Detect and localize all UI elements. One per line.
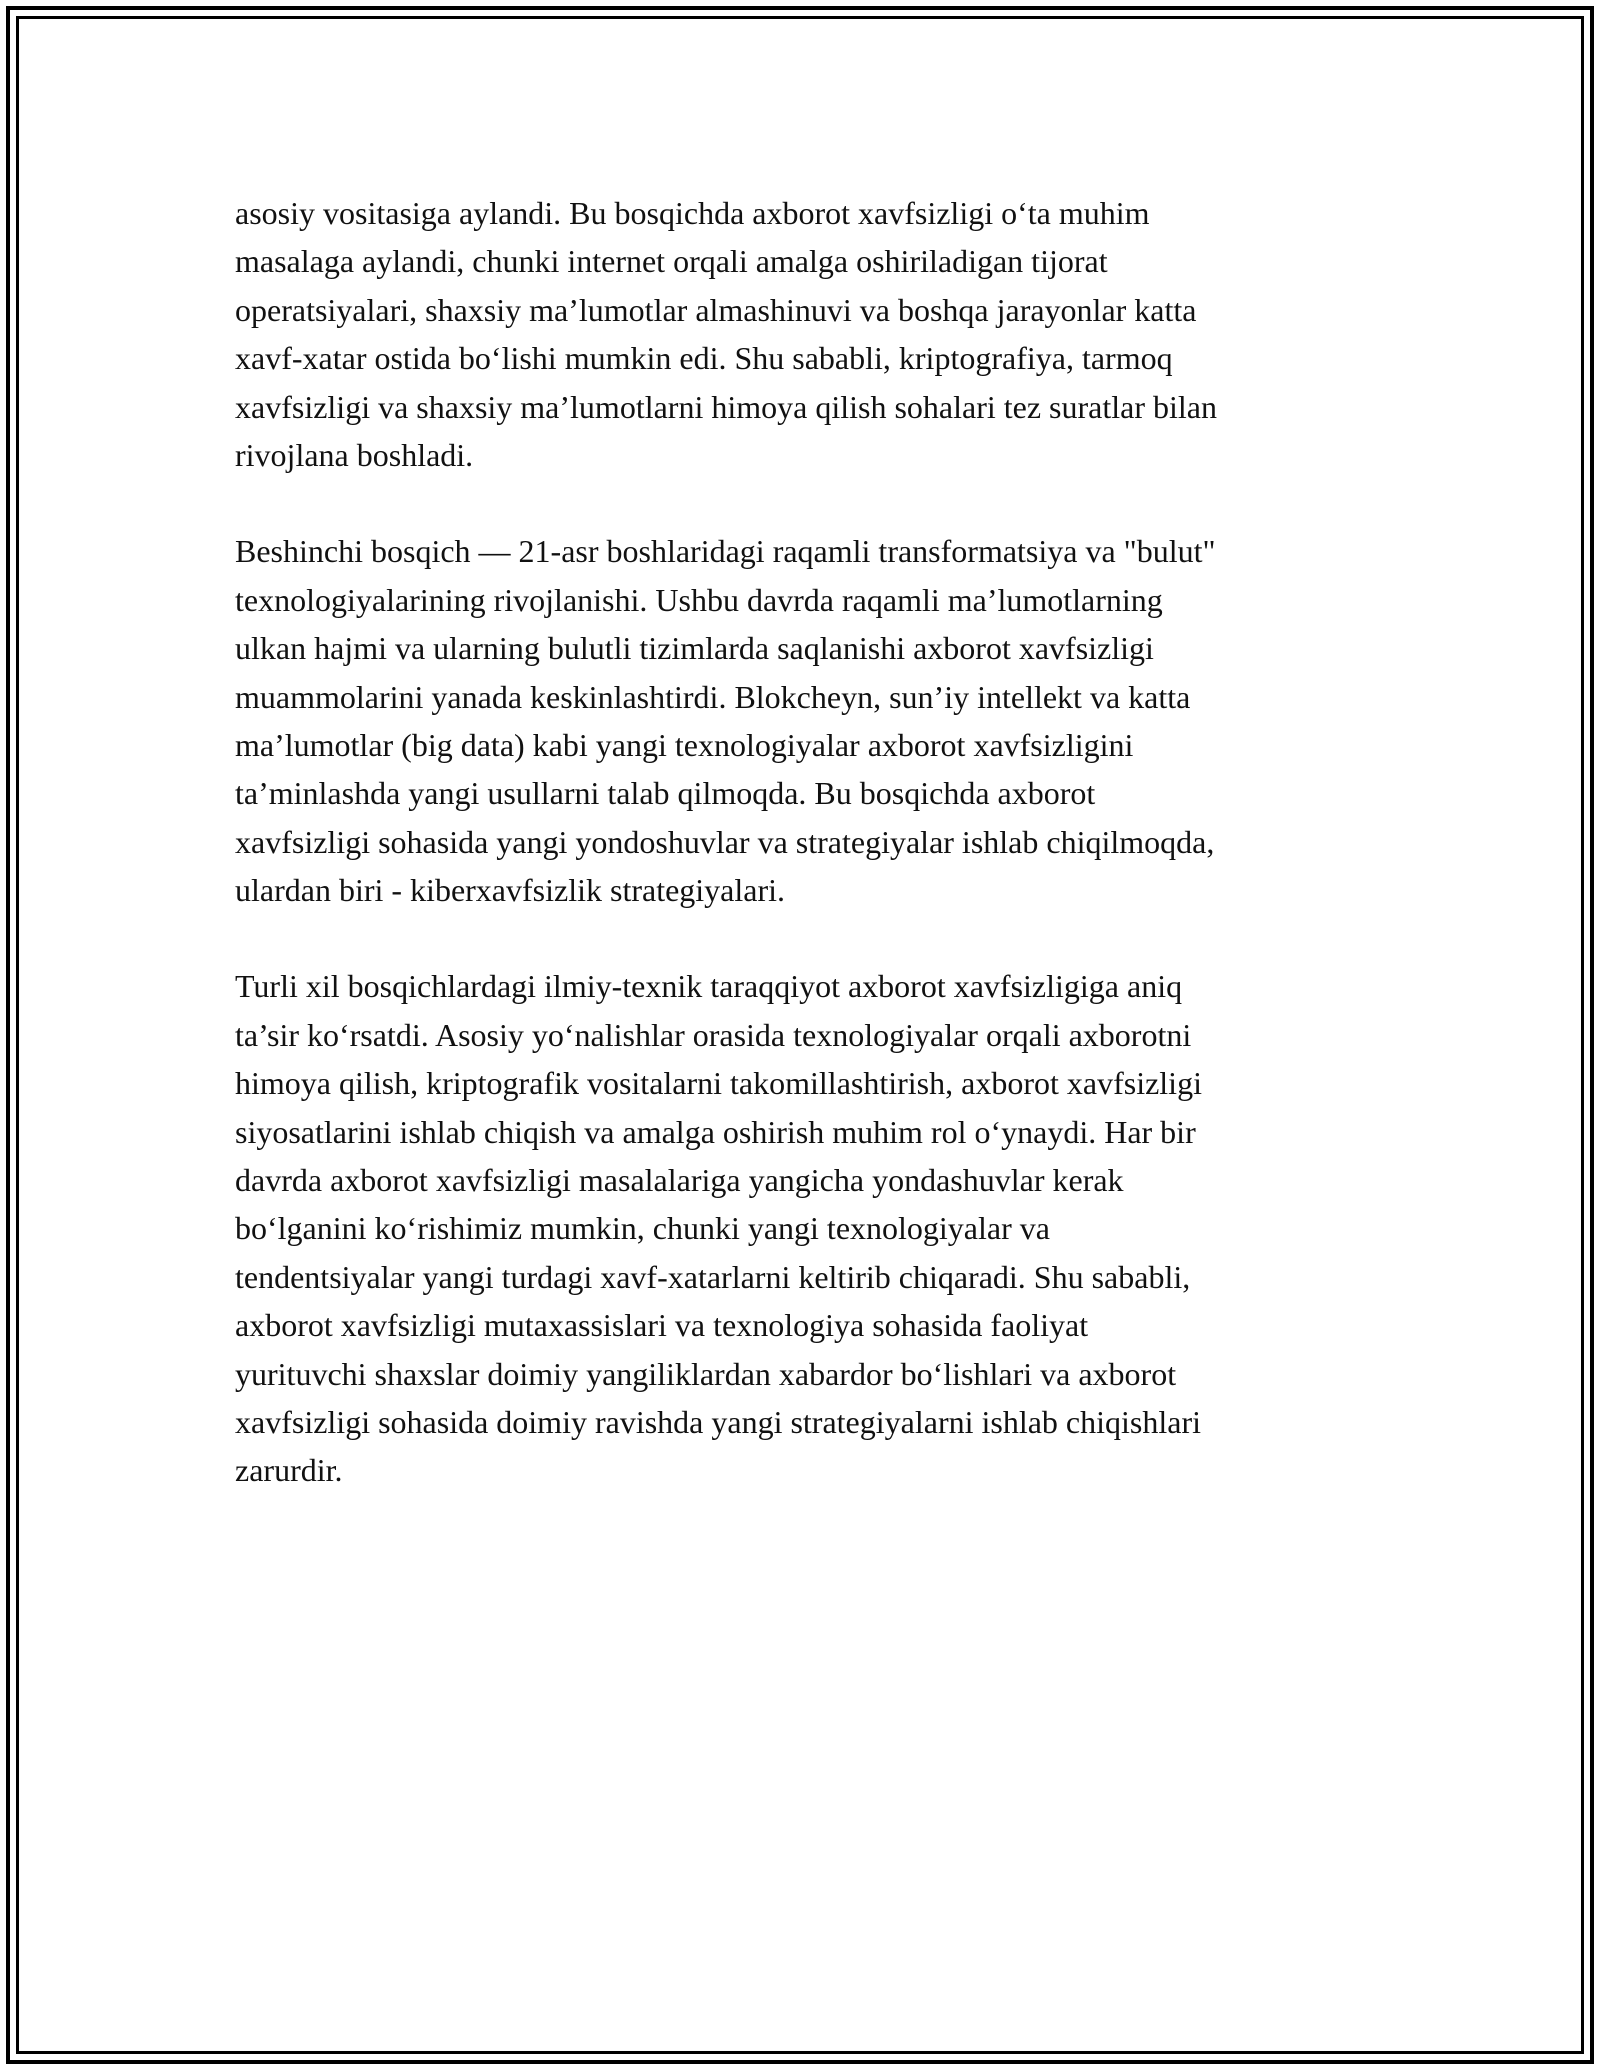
text-line: ta’minlashda yangi usullarni talab qilmoqda. Bu bosqichda axborot xyxy=(235,775,1096,812)
text-line: ulardan biri - kiberxavfsizlik strategiyalari. xyxy=(235,872,786,909)
text-line: xavfsizligi sohasida doimiy ravishda yangi strategiyalarni ishlab chiqishlari xyxy=(235,1403,1201,1440)
text-line: Turli xil bosqichlardagi ilmiy-texnik taraqqiyot axborot xavfsizligiga aniq xyxy=(235,968,1183,1005)
text-line: himoya qilish, kriptografik vositalarni takomillashtirish, axborot xavfsizligi xyxy=(235,1065,1202,1102)
text-line: tendentsiyalar yangi turdagi xavf-xatarlarni keltirib chiqaradi. Shu sababli, xyxy=(235,1258,1191,1295)
text-line: masalaga aylandi, chunki internet orqali amalga oshiriladigan tijorat xyxy=(235,243,1108,280)
text-line: bo‘lganini ko‘rishimiz mumkin, chunki yangi texnologiyalar va xyxy=(235,1210,1050,1247)
text-line: ulkan hajmi va ularning bulutli tizimlarda saqlanishi axborot xavfsizligi xyxy=(235,630,1154,667)
text-line: asosiy vositasiga aylandi. Bu bosqichda axborot xavfsizligi o‘ta muhim xyxy=(235,195,1150,231)
text-line: yurituvchi shaxslar doimiy yangiliklardan xabardor bo‘lishlari va axborot xyxy=(235,1355,1177,1392)
text-line: ta’sir ko‘rsatdi. Asosiy yo‘nalishlar orasida texnologiyalar orqali axborotni xyxy=(235,1016,1192,1053)
text-line: xavfsizligi va shaxsiy ma’lumotlarni himoya qilish sohalari tez suratlar bilan xyxy=(235,388,1217,425)
text-line: rivojlana boshladi. xyxy=(235,436,474,473)
paragraph-3 xyxy=(235,962,1370,1494)
text-line: davrda axborot xavfsizligi masalalariga yangicha yondashuvlar kerak xyxy=(235,1162,1124,1199)
text-line: muammolarini yanada keskinlashtirdi. Blokcheyn, sun’iy intellekt va katta xyxy=(235,678,1191,715)
document-body xyxy=(235,189,1370,1543)
text-line: axborot xavfsizligi mutaxassislari va texnologiya sohasida faoliyat xyxy=(235,1307,1089,1344)
text-line: texnologiyalarining rivojlanishi. Ushbu davrda raqamli ma’lumotlarning xyxy=(235,581,1163,618)
paragraph-2 xyxy=(235,527,1370,914)
text-line: operatsiyalari, shaxsiy ma’lumotlar almashinuvi va boshqa jarayonlar katta xyxy=(235,291,1197,328)
text-line: Beshinchi bosqich — 21-asr boshlaridagi raqamli transformatsiya va "bulut" xyxy=(235,533,1216,570)
text-line: zarurdir. xyxy=(235,1452,343,1489)
text-line: xavfsizligi sohasida yangi yondoshuvlar va strategiyalar ishlab chiqilmoqda, xyxy=(235,823,1215,860)
text-line: siyosatlarini ishlab chiqish va amalga oshirish muhim rol o‘ynaydi. Har bir xyxy=(235,1113,1196,1150)
text-line: xavf-xatar ostida bo‘lishi mumkin edi. Shu sababli, kriptografiya, tarmoq xyxy=(235,340,1173,377)
text-line: ma’lumotlar (big data) kabi yangi texnologiyalar axborot xavfsizligini xyxy=(235,726,1134,763)
paragraph-1 xyxy=(235,189,1370,479)
